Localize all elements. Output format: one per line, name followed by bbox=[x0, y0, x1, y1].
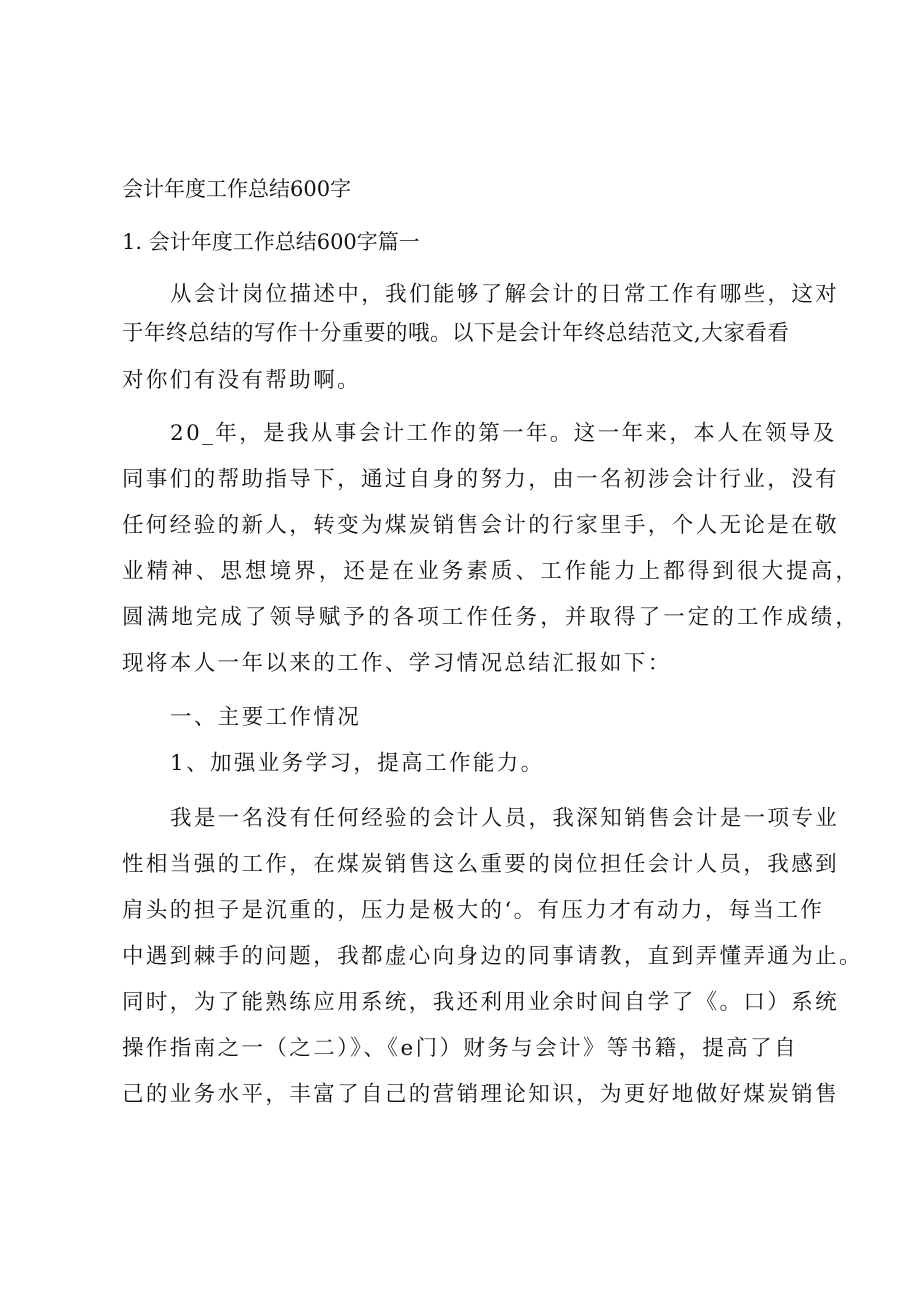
paragraph-line: 20_年，是我从事会计工作的第一年。这一年来，本人在领导及 bbox=[170, 421, 837, 446]
paragraph-line: 对你们有没有帮助啊。 bbox=[122, 368, 362, 393]
paragraph-line: 从会计岗位描述中，我们能够了解会计的日常工作有哪些，这对 bbox=[170, 282, 840, 307]
paragraph-line: 同时，为了能熟练应用系统，我还利用业余时间自学了《。口）系统 bbox=[122, 990, 840, 1015]
subheading-line: 1、加强业务学习，提高工作能力。 bbox=[170, 751, 545, 776]
paragraph-line: 性相当强的工作，在煤炭销售这么重要的岗位担任会计人员，我感到 bbox=[122, 852, 840, 877]
paragraph-line: 中遇到棘手的问题，我都虚心向身边的同事请教，直到弄懂弄通为止。 bbox=[122, 944, 863, 969]
paragraph-line: 业精神、思想境界，还是在业务素质、工作能力上都得到很大提高， bbox=[122, 559, 861, 584]
paragraph-line: 肩头的担子是沉重的，压力是极大的‘。有压力才有动力，每当工作 bbox=[122, 898, 825, 923]
paragraph-line: 现将本人一年以来的工作、学习情况总结汇报如下： bbox=[122, 651, 672, 676]
subheading-line: 一、主要工作情况 bbox=[170, 705, 362, 730]
section-heading: 1. 会计年度工作总结600字篇一 bbox=[122, 230, 420, 254]
document-title: 会计年度工作总结600字 bbox=[122, 177, 352, 201]
paragraph-line: 操作指南之一（之二）》、《e门）财务与会计》等书籍，提高了自 bbox=[122, 1036, 798, 1061]
paragraph-line: 任何经验的新人，转变为煤炭销售会计的行家里手，个人无论是在敬 bbox=[122, 513, 840, 538]
paragraph-line: 于年终总结的写作十分重要的哦。以下是会计年终总结范文,大家看看 bbox=[122, 321, 790, 346]
paragraph-line: 圆满地完成了领导赋予的各项工作任务，并取得了一定的工作成绩， bbox=[122, 605, 861, 630]
paragraph-line: 己的业务水平，丰富了自己的营销理论知识，为更好地做好煤炭销售 bbox=[122, 1082, 840, 1107]
paragraph-line: 同事们的帮助指导下，通过自身的努力，由一名初涉会计行业，没有 bbox=[122, 467, 840, 492]
paragraph-line: 我是一名没有任何经验的会计人员，我深知销售会计是一项专业 bbox=[170, 806, 840, 831]
